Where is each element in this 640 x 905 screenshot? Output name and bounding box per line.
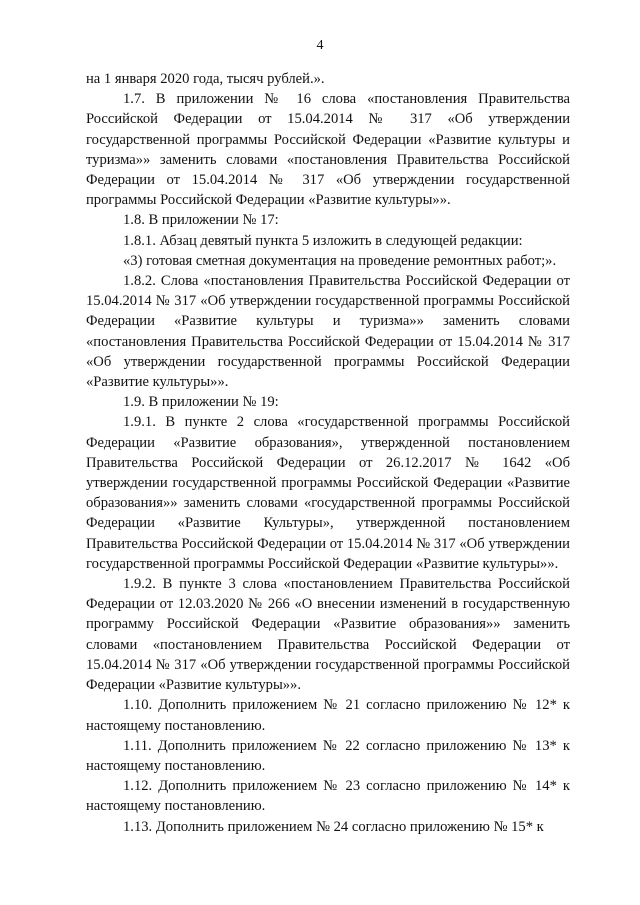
paragraph-1-8: 1.8. В приложении № 17:	[123, 212, 279, 229]
document-body	[86, 69, 570, 837]
paragraph-1-8-2: 1.8.2. Слова «постановления Правительства Российской Федерации от 15.04.2014 № 317 «Об утверждении государственной программы Российской Федерации «Развитие культуры и туризма»» заменить словами «постановления Правительства Российской Федерации от 15.04.2014 № 317 «Об утверждении государственной программы Российской Федерации «Развитие культуры»».	[86, 273, 570, 391]
paragraph-1-9-1: 1.9.1. В пункте 2 слова «государственной программы Российской Федерации «Развитие образования», утвержденной постановлением Правительства Российской Федерации от 26.12.2017 № 1642 «Об утверждении государственной программы Российской Федерации «Развитие образования»» заменить словами «государственной программы Российской Федерации «Развитие Культуры», утвержденной постановлением Правительства Российской Федерации от 15.04.2014 № 317 «Об утверждении государственной программы Российской Федерации «Развитие культуры»».	[86, 414, 570, 572]
paragraph-1-11: 1.11. Дополнить приложением № 22 согласно приложению № 13* к настоящему постановлению.	[86, 737, 570, 774]
paragraph-1-8-1: 1.8.1. Абзац девятый пункта 5 изложить в следующей редакции:	[123, 232, 523, 249]
paragraph-continuation: на 1 января 2020 года, тысяч рублей.».	[86, 71, 325, 87]
paragraph-quote-3: «3) готовая сметная документация на проведение ремонтных работ;».	[123, 252, 557, 269]
paragraph-1-10: 1.10. Дополнить приложением № 21 согласно приложению № 12* к настоящему постановлению.	[86, 697, 570, 734]
page-number: 4	[316, 38, 324, 53]
paragraph-1-7: 1.7. В приложении № 16 слова «постановления Правительства Российской Федерации от 15.04.2014 № 317 «Об утверждении государственной программы Российской Федерации «Развитие культуры и туризма»» заменить словами «постановления Правительства Российской Федерации от 15.04.2014 № 317 «Об утверждении государственной программы Российской Федерации «Развитие культуры»».	[86, 91, 570, 209]
paragraph-1-12: 1.12. Дополнить приложением № 23 согласно приложению № 14* к настоящему постановлению.	[86, 778, 570, 815]
paragraph-1-9-2: 1.9.2. В пункте 3 слова «постановлением Правительства Российской Федерации от 12.03.2020 № 266 «О внесении изменений в государственную программу Российской Федерации «Развитие образования»» заменить словами «постановлением Правительства Российской Федерации от 15.04.2014 № 317 «Об утверждении государственной программы Российской Федерации «Развитие культуры»».	[86, 576, 570, 694]
paragraph-1-13: 1.13. Дополнить приложением № 24 согласно приложению № 15* к	[123, 818, 544, 835]
paragraph-1-9: 1.9. В приложении № 19:	[123, 394, 279, 411]
